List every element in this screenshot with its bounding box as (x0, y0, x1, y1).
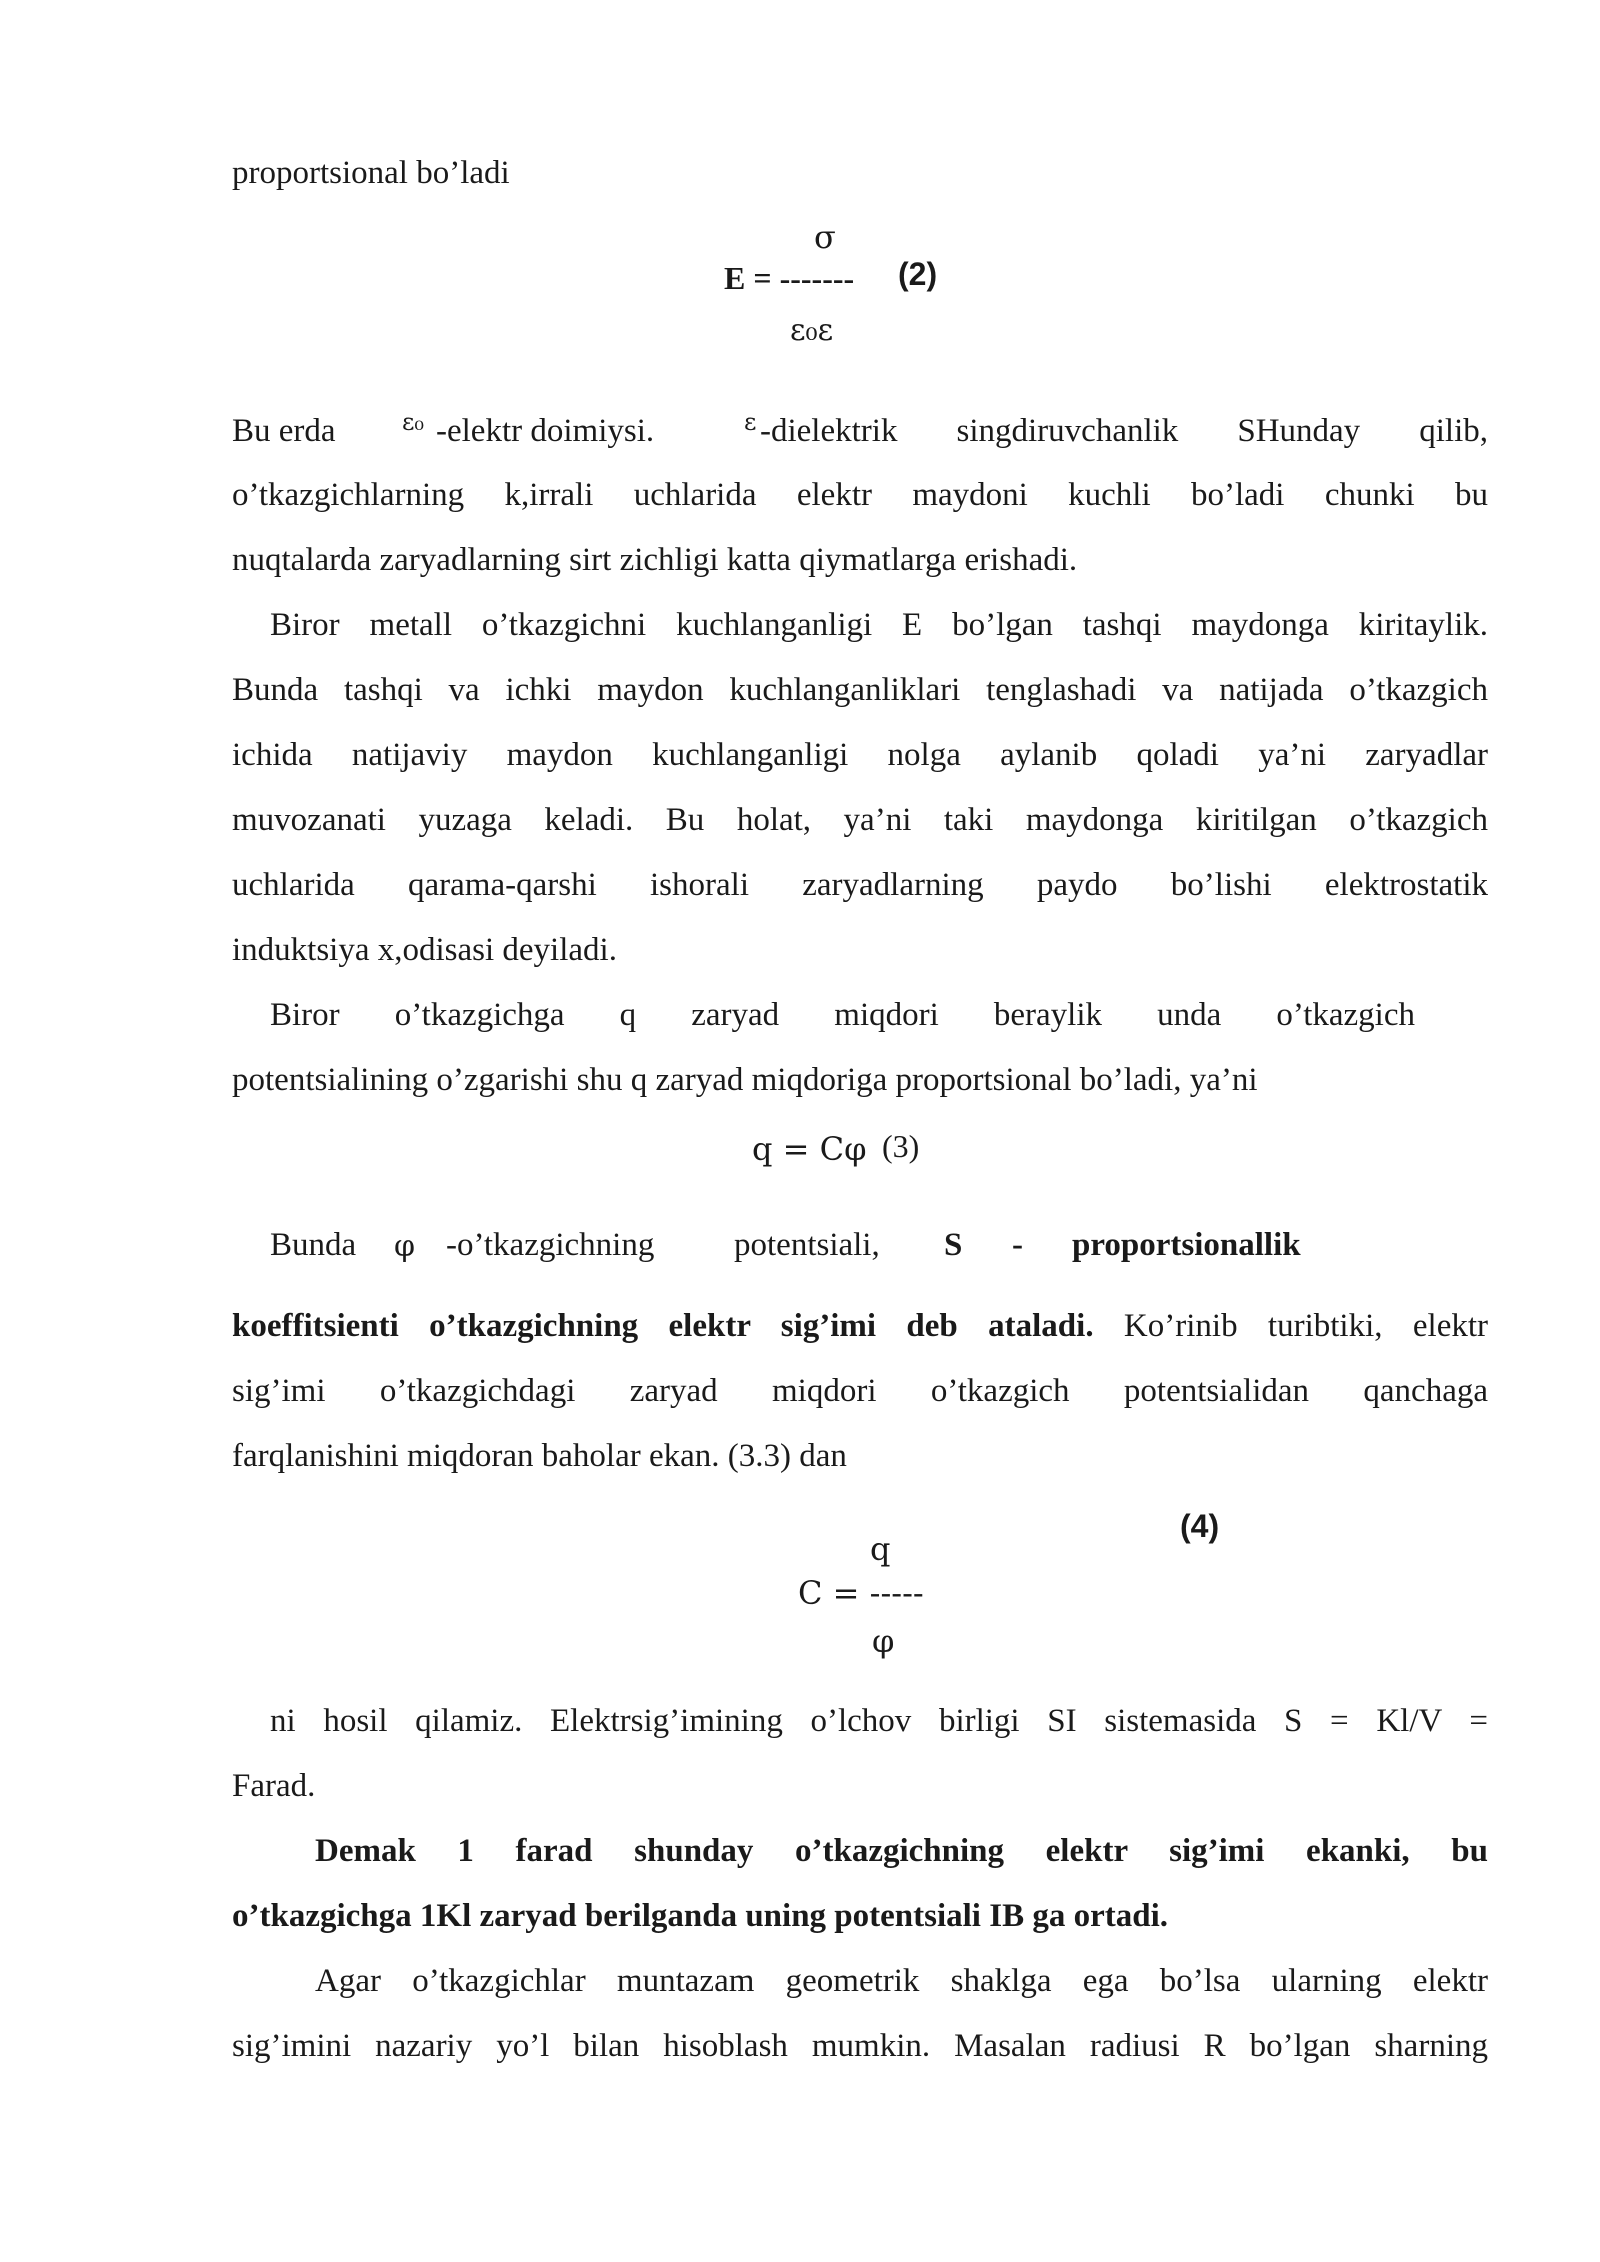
text-fragment: proportsionallik (1072, 1227, 1301, 1263)
text-fragment: -elektr doimiysi. (436, 413, 655, 449)
text-line: potentsialining o’zgarishi shu q zaryad miqdoriga proportsional bo’ladi, ya’ni (232, 1062, 1258, 1098)
text-line: sig’imini nazariy yo’l bilan hisoblash mumkin. Masalan radiusi R bo’lgan sharning (232, 2028, 1488, 2064)
epsilon-symbol: ε (744, 408, 757, 436)
formula-3-expression: q = Cφ (752, 1130, 867, 1168)
text-line: o’tkazgichga 1Kl zaryad berilganda uning potentsiali IB ga ortadi. (232, 1898, 1168, 1934)
text-fragment: Bu erda (232, 413, 336, 449)
formula-2-lhs-text: E = ------- (724, 260, 855, 296)
text-line: Biror metall o’tkazgichni kuchlanganligi E bo’lgan tashqi maydonga kiritaylik. (270, 607, 1488, 643)
text-line: Biror o’tkazgichga q zaryad miqdori beraylik unda o’tkazgich (270, 997, 1415, 1033)
text-line: Bunda tashqi va ichki maydon kuchlanganliklari tenglashadi va natijada o’tkazgich (232, 672, 1488, 708)
text-fragment: -dielektrik singdiruvchanlik SHunday qilib, (760, 413, 1488, 449)
phi-symbol: φ (394, 1229, 416, 1264)
text-line: sig’imi o’tkazgichdagi zaryad miqdori o’tkazgich potentsialidan qanchaga (232, 1373, 1488, 1409)
text-line: o’tkazgichlarning k,irrali uchlarida elektr maydoni kuchli bo’ladi chunki bu (232, 477, 1488, 513)
formula-2-numerator: σ (814, 218, 836, 256)
epsilon0-symbol: ε₀ (402, 408, 425, 436)
text-line: ichida natijaviy maydon kuchlanganligi nolga aylanib qoladi ya’ni zaryadlar (232, 737, 1488, 773)
text-line: Demak 1 farad shunday o’tkazgichning elektr sig’imi ekanki, bu (315, 1833, 1488, 1869)
definition-bold: koeffitsienti o’tkazgichning elektr sig’imi deb ataladi. (232, 1308, 1094, 1344)
text-line: uchlarida qarama-qarshi ishorali zaryadlarning paydo bo’lishi elektrostatik (232, 867, 1488, 903)
formula-4-numerator: q (870, 1530, 891, 1568)
text-line: induktsiya x,odisasi deyiladi. (232, 932, 617, 968)
formula-3-number: (3) (882, 1128, 920, 1164)
text-fragment: -o’tkazgichning (446, 1227, 655, 1263)
formula-4-lhs: C = ----- (798, 1574, 924, 1612)
text-line: nuqtalarda zaryadlarning sirt zichligi katta qiymatlarga erishadi. (232, 542, 1078, 578)
text-line: farqlanishini miqdoran baholar ekan. (3.3) dan (232, 1438, 847, 1474)
formula-2-denominator: ε₀ε (790, 313, 834, 348)
text-fragment: S (944, 1227, 963, 1263)
text-fragment: Bunda (270, 1227, 357, 1263)
text-fragment: - (1012, 1227, 1023, 1263)
text-line: proportsional bo’ladi (232, 155, 510, 191)
formula-2-lhs (724, 260, 854, 297)
text-fragment: potentsiali, (734, 1227, 880, 1263)
text-fragment: Ko’rinib turibtiki, elektr (1093, 1308, 1488, 1344)
formula-4-denominator: φ (872, 1622, 895, 1660)
text-line: Agar o’tkazgichlar muntazam geometrik shaklga ega bo’lsa ularning elektr (315, 1963, 1488, 1999)
formula-2-number: (2) (898, 256, 938, 292)
text-line: Farad. (232, 1768, 316, 1804)
text-line (232, 1308, 1488, 1345)
text-line: muvozanati yuzaga keladi. Bu holat, ya’ni taki maydonga kiritilgan o’tkazgich (232, 802, 1488, 838)
formula-4-number: (4) (1180, 1508, 1220, 1544)
text-line: ni hosil qilamiz. Elektrsig’imining o’lchov birligi SI sistemasida S = Kl/V = (270, 1703, 1488, 1739)
